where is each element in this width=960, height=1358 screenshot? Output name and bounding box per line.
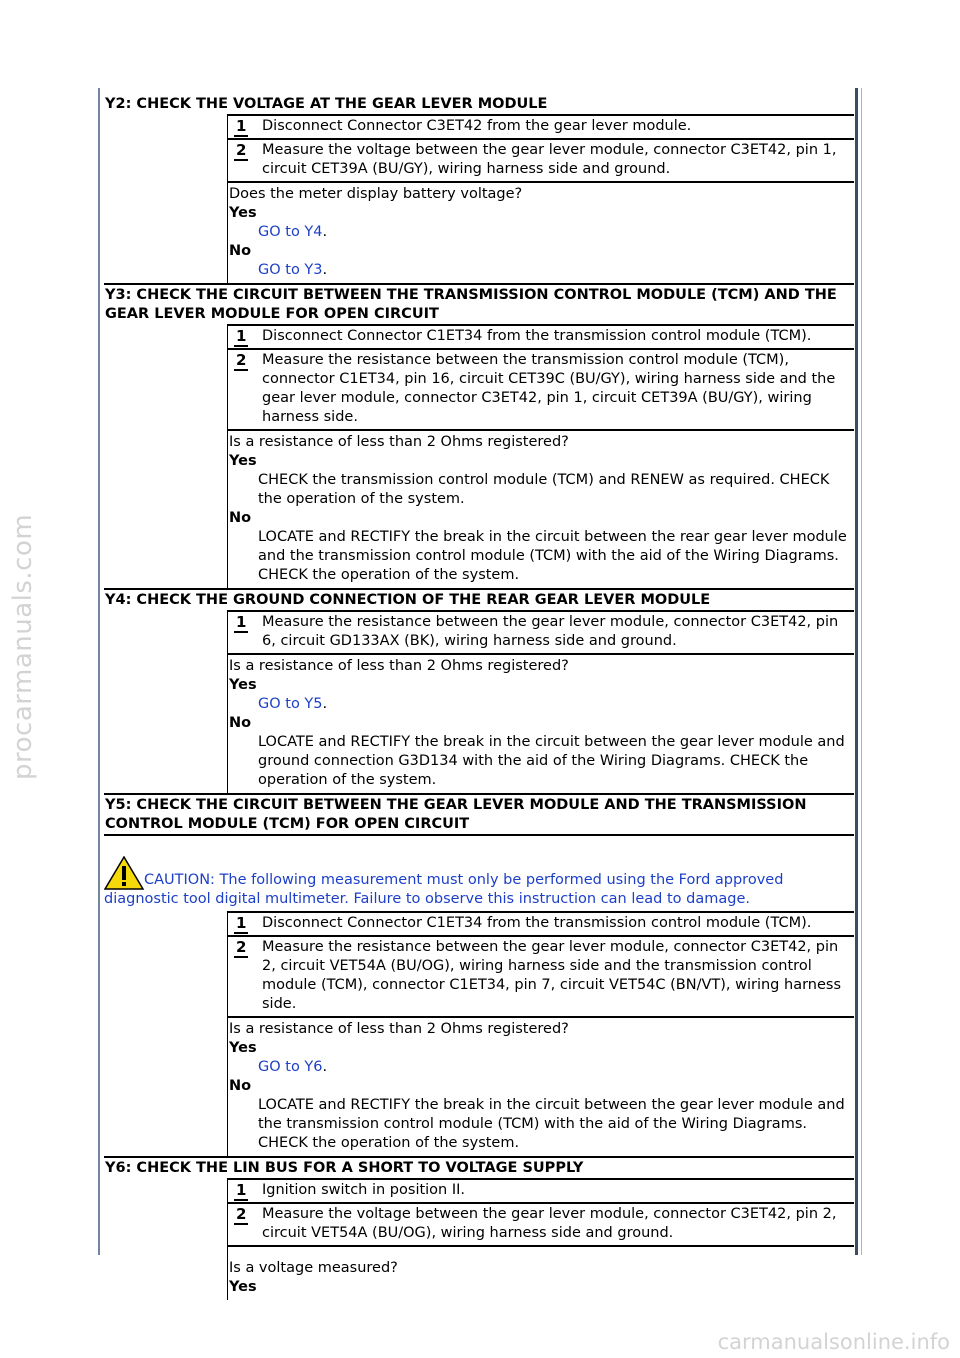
step-number-badge: 1	[236, 117, 247, 135]
step-body-y3	[104, 324, 854, 588]
step-heading-y4: Y4: CHECK THE GROUND CONNECTION OF THE REAR GEAR LEVER MODULE	[104, 588, 854, 610]
question-text: Is a resistance of less than 2 Ohms registered?	[229, 658, 569, 674]
step-number-badge: 1	[236, 613, 247, 631]
action-row	[228, 610, 854, 653]
step-body-y4	[104, 610, 854, 793]
action-row	[228, 1178, 854, 1202]
page-right-border-shadow	[861, 88, 862, 1255]
action-text: Disconnect Connector C3ET42 from the gear lever module.	[262, 118, 692, 134]
action-text: Measure the resistance between the gear lever module, connector C3ET42, pin 2, circuit VET54A (BU/OG), wiring harness side and the transmission control module (TCM), connector C1ET34, pin 7, circuit VET54C (BN/VT), wiring harness side.	[262, 939, 842, 1012]
question-block: Does the meter display battery voltage? Yes GO to Y4. No GO to Y3.	[228, 181, 854, 283]
goto-y3-link[interactable]: GO to Y3	[258, 262, 323, 278]
action-row	[228, 114, 854, 138]
step-number-badge: 2	[236, 1205, 247, 1223]
question-text: Is a resistance of less than 2 Ohms registered?	[229, 1021, 569, 1037]
action-row	[228, 911, 854, 935]
step-number-badge: 2	[236, 938, 247, 956]
step-number-badge: 1	[236, 1181, 247, 1199]
step-heading-y5: Y5: CHECK THE CIRCUIT BETWEEN THE GEAR LEVER MODULE AND THE TRANSMISSION CONTROL MODULE (TCM) FOR OPEN CIRCUIT	[104, 793, 854, 834]
no-label: No	[229, 510, 252, 526]
yes-instruction: CHECK the transmission control module (TCM) and RENEW as required. CHECK the operation of the system.	[258, 472, 830, 507]
question-block	[228, 429, 854, 588]
page-right-border	[855, 88, 858, 1255]
step-heading-y3: Y3: CHECK THE CIRCUIT BETWEEN THE TRANSMISSION CONTROL MODULE (TCM) AND THE GEAR LEVER MODULE FOR OPEN CIRCUIT	[104, 283, 854, 324]
action-row	[228, 348, 854, 429]
question-text: Is a voltage measured?	[229, 1260, 398, 1276]
goto-y4-link[interactable]: GO to Y4	[258, 224, 323, 240]
step-body-y5	[104, 911, 854, 1156]
no-instruction: LOCATE and RECTIFY the break in the circuit between the gear lever module and ground connection G3D134 with the aid of the Wiring Diagrams. CHECK the operation of the system.	[258, 734, 845, 788]
question-block	[228, 1245, 854, 1300]
step-number-badge: 2	[236, 351, 247, 369]
action-text: Disconnect Connector C1ET34 from the transmission control module (TCM).	[262, 915, 812, 931]
step-heading-y2: Y2: CHECK THE VOLTAGE AT THE GEAR LEVER MODULE	[105, 96, 548, 112]
yes-label: Yes	[229, 205, 257, 221]
action-row	[228, 1202, 854, 1245]
no-label: No	[229, 1078, 252, 1094]
goto-y6-link[interactable]: GO to Y6	[258, 1059, 323, 1075]
step-body-y6	[104, 1178, 854, 1300]
goto-y5-link[interactable]: GO to Y5	[258, 696, 323, 712]
action-row	[228, 935, 854, 1016]
action-text: Ignition switch in position II.	[262, 1182, 466, 1198]
action-text: Measure the voltage between the gear lever module, connector C3ET42, pin 2, circuit VET54A (BU/OG), wiring harness side and ground.	[262, 1206, 837, 1241]
step-heading-y6: Y6: CHECK THE LIN BUS FOR A SHORT TO VOLTAGE SUPPLY	[104, 1156, 854, 1178]
action-row	[228, 324, 854, 348]
side-watermark: procarmanuals.com	[8, 513, 38, 780]
yes-label: Yes	[229, 453, 257, 469]
question-text: Does the meter display battery voltage?	[229, 186, 523, 202]
no-label: No	[229, 243, 252, 259]
step-body-y2	[104, 114, 854, 283]
warning-triangle-icon	[104, 856, 144, 890]
yes-label: Yes	[229, 1040, 257, 1056]
step-number-badge: 2	[236, 141, 247, 159]
step-number-badge: 1	[236, 914, 247, 932]
action-text: Measure the voltage between the gear lever module, connector C3ET42, pin 1, circuit CET39A (BU/GY), wiring harness side and ground.	[262, 142, 837, 177]
step-number-badge: 1	[236, 327, 247, 345]
question-block: Is a resistance of less than 2 Ohms registered? Yes GO to Y5. No LOCATE and RECTIFY the break in the circuit between the gear lever module and ground connection G3D134 with the aid of the Wiring Diagrams. CHECK the operation of the system.	[228, 653, 854, 793]
caution-text: CAUTION: The following measurement must only be performed using the Ford approved diagnostic tool digital multimeter. Failure to observe this instruction can lead to damage.	[104, 872, 784, 907]
yes-label: Yes	[229, 677, 257, 693]
action-text: Disconnect Connector C1ET34 from the transmission control module (TCM).	[262, 328, 812, 344]
action-row	[228, 138, 854, 181]
caution-note	[104, 834, 854, 911]
action-text: Measure the resistance between the gear lever module, connector C3ET42, pin 6, circuit GD133AX (BK), wiring harness side and ground.	[262, 614, 839, 649]
no-instruction: LOCATE and RECTIFY the break in the circuit between the gear lever module and the transmission control module (TCM) with the aid of the Wiring Diagrams. CHECK the operation of the system.	[258, 1097, 845, 1151]
footer-watermark: carmanualsonline.info	[717, 1330, 950, 1354]
action-text: Measure the resistance between the transmission control module (TCM), connector C1ET34, pin 16, circuit CET39C (BU/GY), wiring harness side and the gear lever module, connector C3ET42, pin 1, circuit CET39A (BU/GY), wiring harness side.	[262, 352, 836, 425]
no-label: No	[229, 715, 252, 731]
no-instruction: LOCATE and RECTIFY the break in the circuit between the rear gear lever module and the transmission control module (TCM) with the aid of the Wiring Diagrams. CHECK the operation of the system.	[258, 529, 847, 583]
question-block: Is a resistance of less than 2 Ohms registered? Yes GO to Y6. No LOCATE and RECTIFY the break in the circuit between the gear lever module and the transmission control module (TCM) with the aid of the Wiring Diagrams. CHECK the operation of the system.	[228, 1016, 854, 1156]
yes-label: Yes	[229, 1279, 257, 1295]
diagnostic-procedure	[104, 94, 854, 1300]
page-left-border	[98, 88, 100, 1255]
question-text: Is a resistance of less than 2 Ohms registered?	[229, 434, 569, 450]
